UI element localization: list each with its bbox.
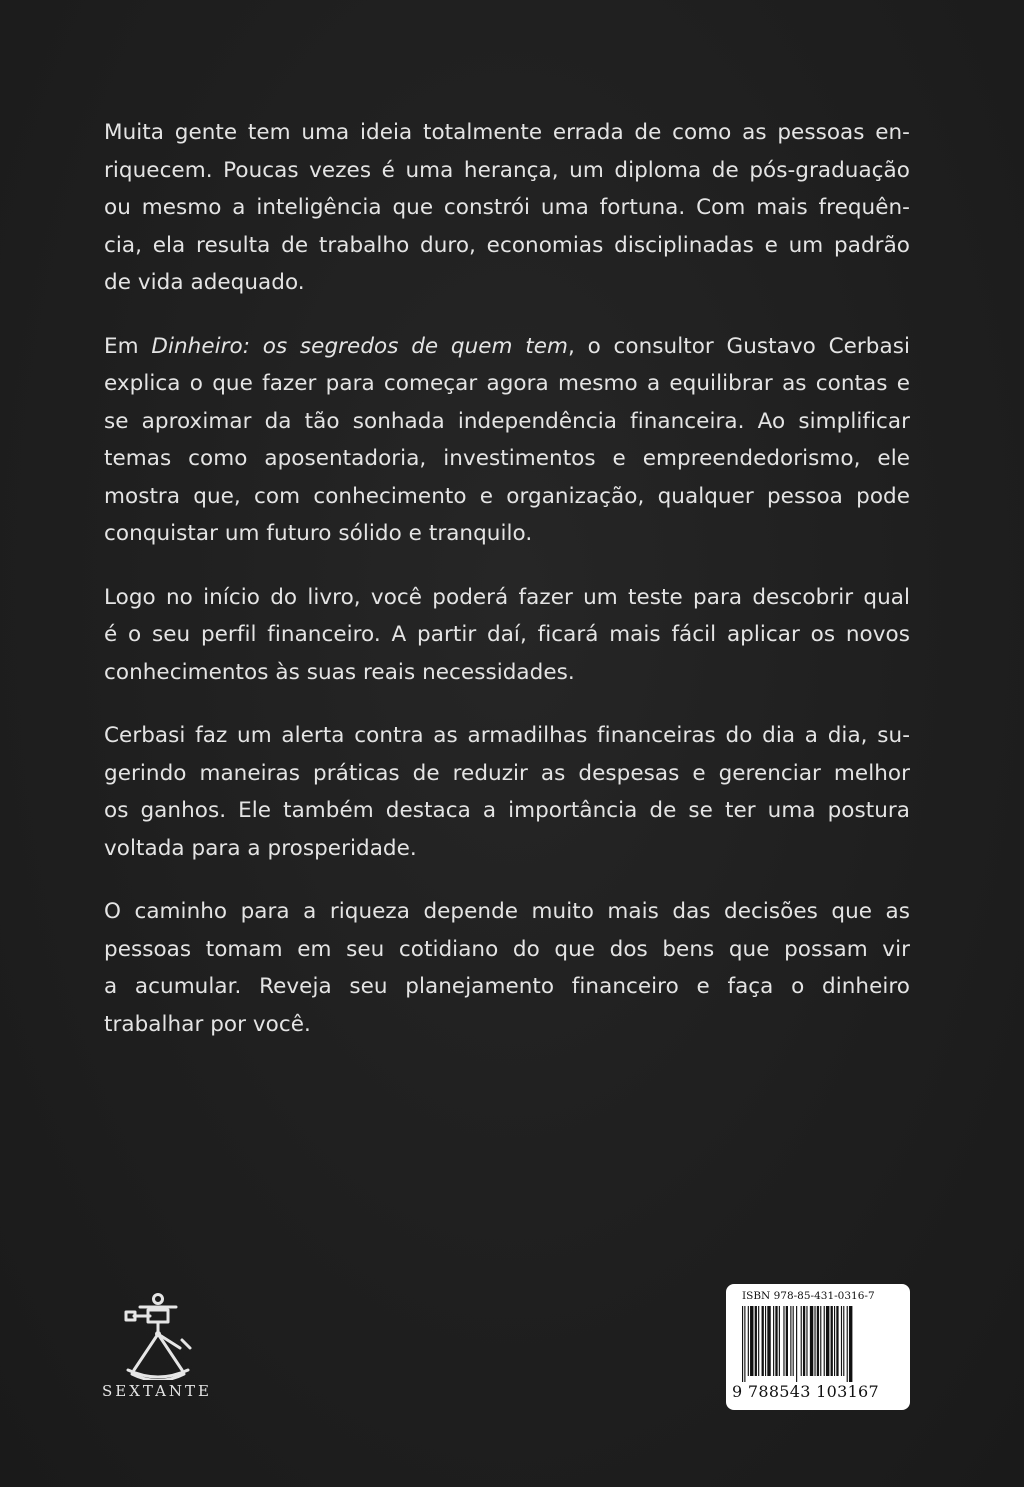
paragraph-2 bbox=[104, 328, 910, 553]
text-line: trabalhar por você. bbox=[104, 1011, 311, 1037]
publisher-logo bbox=[92, 1290, 222, 1410]
barcode-bar bbox=[744, 1306, 745, 1382]
barcode-bar bbox=[826, 1306, 829, 1376]
synopsis-text bbox=[104, 114, 910, 1069]
barcode-bar bbox=[767, 1306, 770, 1376]
barcode-bar bbox=[775, 1306, 777, 1376]
barcode-bar bbox=[748, 1306, 749, 1376]
paragraph-1 bbox=[104, 114, 910, 302]
text-fragment: , o consultor Gustavo Cerbasi bbox=[568, 333, 911, 359]
text-line: Logo no início do livro, você poderá fazer um teste para descobrir qual bbox=[104, 584, 910, 610]
text-line: Cerbasi faz um alerta contra as armadilhas financeiras do dia a dia, su- bbox=[104, 723, 910, 748]
text-line: é o seu perfil financeiro. A partir daí, ficará mais fácil aplicar os novos bbox=[104, 622, 910, 647]
barcode-bar bbox=[831, 1306, 833, 1376]
text-line: temas como aposentadoria, investimentos e empreendedorismo, ele bbox=[104, 446, 910, 471]
text-line: pessoas tomam em seu cotidiano do que dos bens que possam vir bbox=[104, 936, 910, 962]
book-title-italic: Dinheiro: os segredos de quem tem bbox=[151, 333, 569, 359]
barcode-bar bbox=[773, 1306, 774, 1376]
barcode-bars bbox=[742, 1306, 902, 1382]
barcode-bar bbox=[796, 1306, 797, 1382]
barcode-bar bbox=[755, 1306, 757, 1376]
text-line bbox=[104, 328, 910, 366]
text-line: explica o que fazer para começar agora mesmo a equilibrar as contas e bbox=[104, 371, 910, 396]
barcode-bar bbox=[849, 1306, 852, 1382]
barcode-bar bbox=[762, 1306, 764, 1376]
publisher-name: SEXTANTE bbox=[101, 1382, 212, 1400]
text-line: ou mesmo a inteligência que constrói uma fortuna. Com mais frequên- bbox=[104, 195, 910, 220]
text-line: O caminho para a riqueza depende muito mais das decisões que as bbox=[104, 899, 910, 924]
text-line: riquecem. Poucas vezes é uma herança, um diploma de pós-graduação bbox=[104, 157, 910, 183]
text-line: os ganhos. Ele também destaca a importância de se ter uma postura bbox=[104, 798, 910, 823]
barcode-bar bbox=[824, 1306, 825, 1376]
barcode-bar bbox=[783, 1306, 784, 1376]
text-fragment: Em bbox=[104, 333, 152, 359]
barcode-bar bbox=[803, 1306, 805, 1376]
text-line: cia, ela resulta de trabalho duro, economias disciplinadas e um padrão bbox=[104, 232, 910, 258]
paragraph-3 bbox=[104, 579, 910, 692]
barcode-bar bbox=[836, 1306, 838, 1376]
text-line: de vida adequado. bbox=[104, 270, 305, 295]
barcode-bar bbox=[779, 1306, 780, 1376]
text-line: conquistar um futuro sólido e tranquilo. bbox=[104, 521, 533, 546]
barcode-bar bbox=[820, 1306, 821, 1376]
barcode-digits: 9 788543 103167 bbox=[732, 1382, 880, 1401]
barcode-bar bbox=[793, 1306, 794, 1376]
text-line: conhecimentos às suas reais necessidades. bbox=[104, 659, 575, 685]
barcode-bar bbox=[758, 1306, 759, 1376]
text-line: a acumular. Reveja seu planejamento financeiro e faça o dinheiro bbox=[104, 974, 910, 999]
isbn-barcode bbox=[726, 1284, 910, 1410]
paragraph-4 bbox=[104, 717, 910, 867]
sextant-icon bbox=[110, 1290, 206, 1380]
barcode-bar bbox=[806, 1306, 807, 1376]
text-line: voltada para a prosperidade. bbox=[104, 835, 417, 861]
text-line: mostra que, com conhecimento e organização, qualquer pessoa pode bbox=[104, 483, 910, 509]
barcode-bar bbox=[786, 1306, 788, 1376]
barcode-bar bbox=[750, 1306, 753, 1376]
text-line: Muita gente tem uma ideia totalmente errada de como as pessoas en- bbox=[104, 120, 910, 145]
paragraph-5 bbox=[104, 893, 910, 1043]
text-line: se aproximar da tão sonhada independência financeira. Ao simplificar bbox=[104, 408, 910, 434]
text-line: gerindo maneiras práticas de reduzir as despesas e gerenciar melhor bbox=[104, 760, 910, 786]
barcode-bar bbox=[742, 1306, 743, 1382]
barcode-bar bbox=[847, 1306, 848, 1382]
barcode-bar bbox=[817, 1306, 819, 1376]
barcode-bar bbox=[801, 1306, 802, 1376]
barcode-bar bbox=[843, 1306, 844, 1376]
barcode-bar bbox=[790, 1306, 791, 1376]
barcode-bar bbox=[765, 1306, 766, 1376]
barcode-bar bbox=[834, 1306, 835, 1376]
barcode-bar bbox=[810, 1306, 813, 1376]
barcode-bar bbox=[814, 1306, 815, 1376]
barcode-bar bbox=[841, 1306, 842, 1376]
isbn-label: ISBN 978-85-431-0316-7 bbox=[742, 1290, 875, 1302]
